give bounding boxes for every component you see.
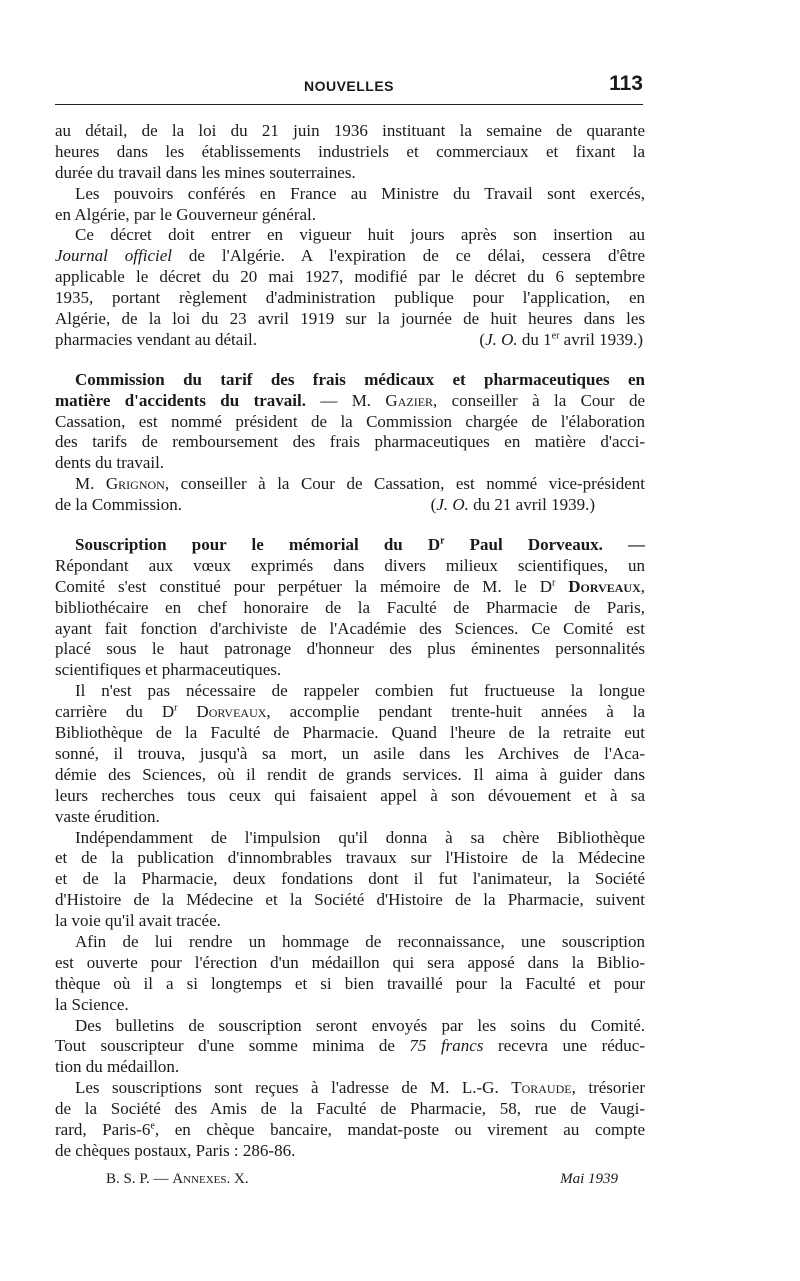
text-line: au détail, de la loi du 21 juin 1936 instituant la semaine de quarante (55, 121, 645, 140)
text-line: sonné, il trouva, jusqu'à sa mort, un asile dans les Archives de l'Aca- (55, 743, 645, 763)
text-line: M. Grignon, conseiller à la Cour de Cassation, est nommé vice-président (75, 474, 646, 494)
text-line: tion du médaillon. (55, 1057, 180, 1077)
text-line: 1935, portant règlement d'administration publique pour l'application, en (55, 288, 645, 308)
section-heading: Souscription pour le mémorial du $D^r$ Paul Dorveaux. — (75, 535, 646, 555)
text-line: ayant fait fonction d'archiviste de l'Académie des Sciences. Ce Comité est (55, 618, 645, 638)
text-line: placé sous le haut patronage d'honneur des plus éminentes personnalités (55, 639, 645, 659)
text-line: leurs recherches tous ceux qui faisaient appel à son dévouement et à sa (55, 785, 645, 805)
text-line: applicable le décret du 20 mai 1927, modifié par le décret du 6 septembre (55, 267, 645, 287)
page-header (55, 72, 643, 102)
journal-reference: B. S. P. — Annexes. X. (106, 1171, 249, 1187)
section-heading: matière d'accidents du travail. (55, 390, 306, 410)
text-line: en Algérie, par le Gouverneur général. (55, 204, 317, 224)
text-line: et de la Pharmacie, deux fondations dont il fut l'animateur, la Société (55, 869, 645, 889)
text-line: de la Société des Amis de la Faculté de Pharmacie, 58, rue de Vaugi- (55, 1099, 645, 1119)
person-name: Toraude (511, 1078, 572, 1098)
person-name: Dorveaux (196, 702, 267, 722)
source-reference: (J. O. du 21 avril 1939.) (430, 495, 595, 515)
person-name: Gazier (385, 390, 434, 410)
text-line: Indépendamment de l'impulsion qu'il donna à sa chère Bibliothèque (75, 827, 645, 847)
text-line: démie des Sciences, où il rendit de grands services. Il aima à guider dans (55, 764, 645, 784)
text-line: d'Histoire de la Médecine et la Société d'Histoire de la Pharmacie, suivent (55, 890, 645, 910)
text-line: et de la publication d'innombrables travaux sur l'Histoire de la Médecine (55, 848, 645, 868)
article-body (55, 121, 645, 1162)
text-line: Afin de lui rendre un hommage de reconnaissance, une souscription (75, 931, 645, 951)
price: 75 francs (409, 1036, 484, 1056)
text-line: est ouverte pour l'érection d'un médaillon qui sera apposé dans la Biblio- (55, 952, 645, 972)
text-line: carrière du $D^r$ Dorveaux, accomplie pendant trente-huit années à la (55, 702, 645, 722)
text-line: Répondant aux vœux exprimés dans divers milieux scientifiques, un (55, 555, 645, 575)
text-line: Ce décret doit entrer en vigueur huit jours après son insertion au (75, 225, 645, 245)
text-line: Journal officiel de l'Algérie. A l'expiration de ce délai, cessera d'être (55, 246, 645, 266)
person-name: Grignon (105, 474, 165, 494)
text-line: pharmacies vendant au détail. (J. O. du 1er avril 1939.) (55, 329, 643, 349)
text-line: la voie qu'il avait tracée. (55, 911, 221, 931)
text-line: Les pouvoirs conférés en France au Ministre du Travail sont exercés, (75, 183, 645, 203)
text-line: thèque où il a si longtemps et si bien travaillé pour la Faculté et pour (55, 973, 645, 993)
text-line: durée du travail dans les mines souterraines. (55, 162, 356, 182)
page-number: 113 (609, 72, 643, 95)
text-line: Algérie, de la loi du 23 avril 1919 sur la journée de huit heures dans les (55, 309, 645, 329)
person-name: Dorveaux (568, 576, 641, 596)
text-line: la Science. (55, 994, 129, 1014)
text-line: Des bulletins de souscription seront envoyés par les soins du Comité. (75, 1015, 645, 1035)
text-line: de chèques postaux, Paris : 286-86. (55, 1140, 296, 1160)
text-line: vaste érudition. (55, 806, 160, 826)
header-rule (55, 104, 643, 105)
text-line: Les souscriptions sont reçues à l'adresse de M. L.-G. Toraude, trésorier (75, 1078, 645, 1098)
issue-date: Mai 1939 (560, 1171, 618, 1187)
running-title: NOUVELLES (303, 78, 395, 94)
text-line: de la Commission. (J. O. du 21 avril 1939.) (55, 495, 645, 516)
journal-title: Journal officiel (55, 246, 173, 266)
page-footer (106, 1171, 618, 1193)
text-line: matière d'accidents du travail. — M. Gazier, conseiller à la Cour de (55, 390, 645, 410)
source-reference: (J. O. du 1er avril 1939.) (479, 329, 643, 349)
text-line: scientifiques et pharmaceutiques. (55, 660, 282, 680)
text-line: Comité s'est constitué pour perpétuer la mémoire de M. le $D^r$ Dorveaux, (55, 576, 646, 596)
text-line: rard, Paris-6e, en chèque bancaire, mandat-poste ou virement au compte (55, 1119, 645, 1139)
text-line: Cassation, est nommé président de la Commission chargée de l'élaboration (55, 411, 645, 431)
text-line: heures dans les établissements industriels et commerciaux et fixant la (55, 141, 645, 161)
text-line: dents du travail. (55, 453, 165, 473)
text-line: des tarifs de remboursement des frais pharmaceutiques en matière d'acci- (55, 432, 645, 452)
text-line: Tout souscripteur d'une somme minima de 75 francs recevra une réduc- (55, 1036, 645, 1056)
section-heading: Commission du tarif des frais médicaux et pharmaceutiques en (75, 369, 645, 389)
text-line: Bibliothèque de la Faculté de Pharmacie. Quand l'heure de la retraite eut (55, 723, 645, 743)
text-line: bibliothécaire en chef honoraire de la Faculté de Pharmacie de Paris, (55, 597, 645, 617)
text-line: Il n'est pas nécessaire de rappeler combien fut fructueuse la longue (75, 681, 645, 701)
